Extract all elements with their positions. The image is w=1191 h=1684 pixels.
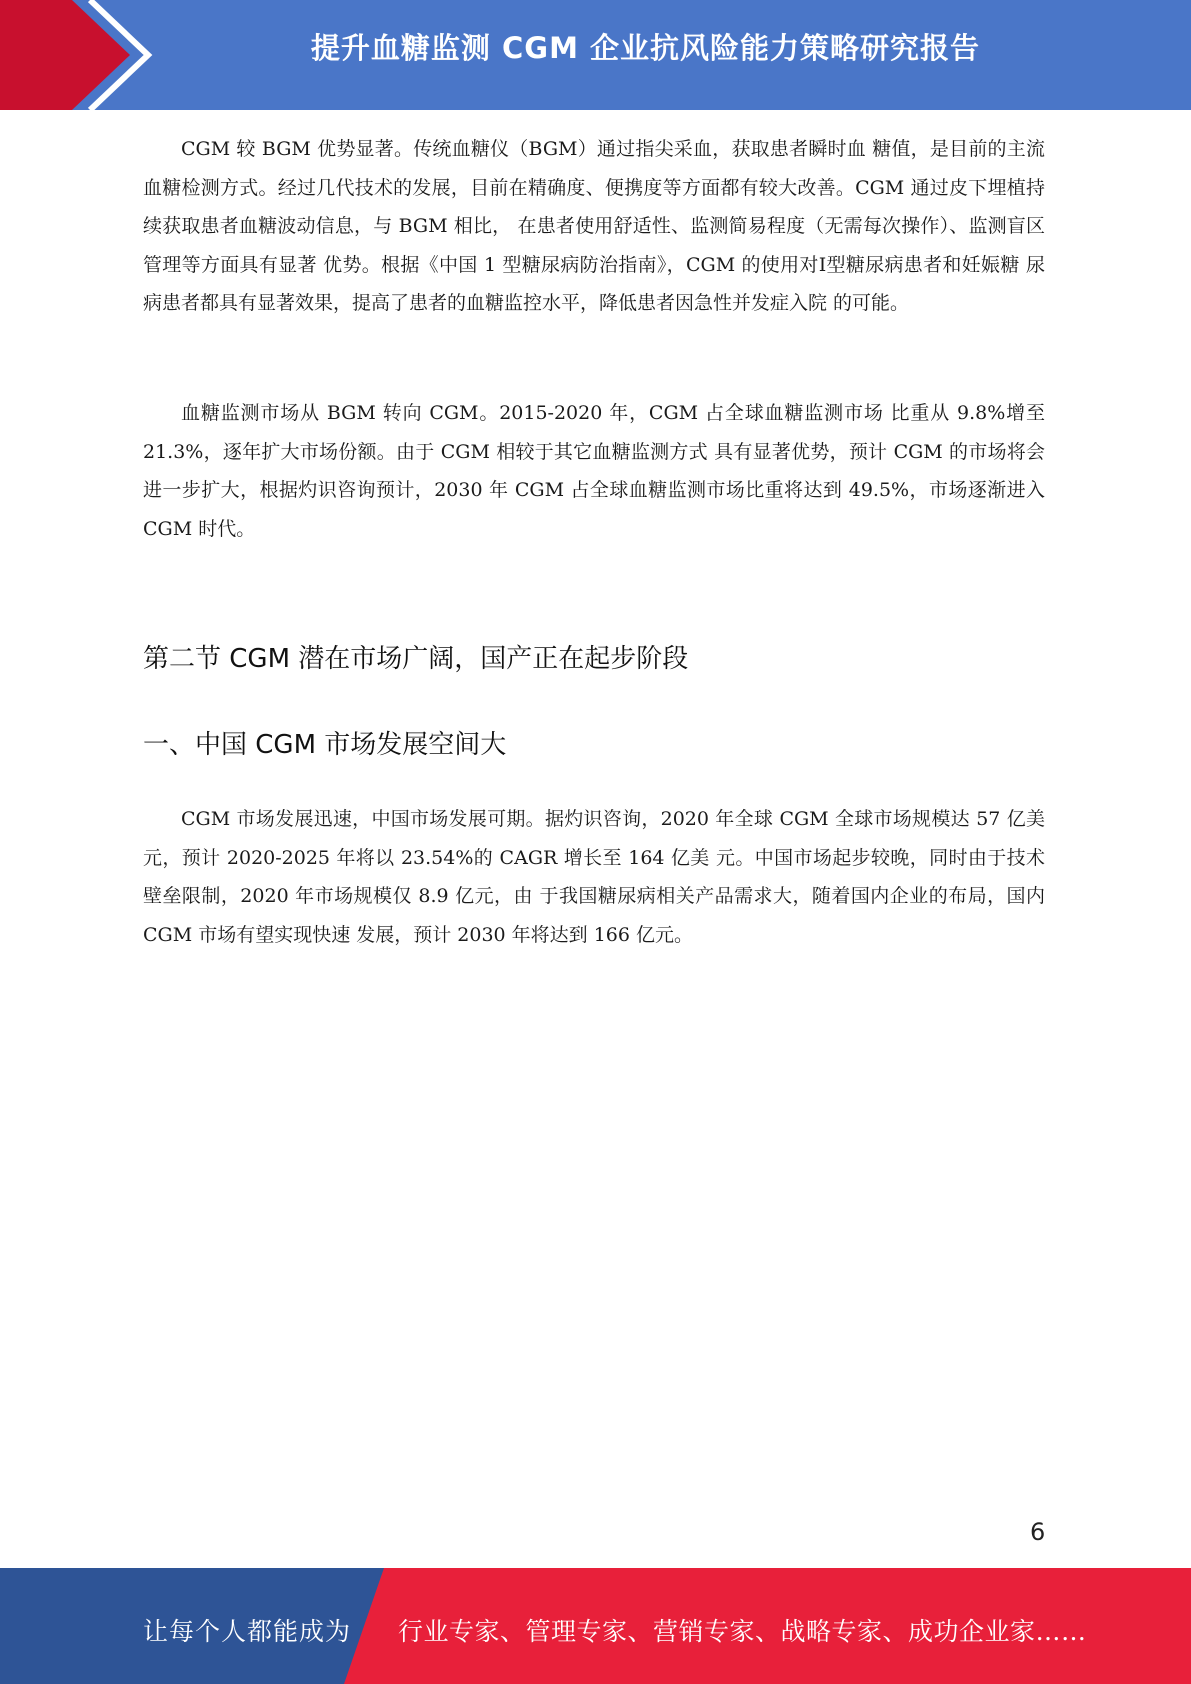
header-arrow-decoration bbox=[0, 0, 160, 110]
subsection-heading: 一、中国 CGM 市场发展空间大 bbox=[143, 730, 507, 760]
footer-slogan-left: 让每个人都能成为 bbox=[143, 1617, 352, 1646]
report-title: 提升血糖监测 CGM 企业抗风险能力策略研究报告 bbox=[310, 31, 981, 65]
page-number: 6 bbox=[1030, 1518, 1046, 1546]
section-heading: 第二节 CGM 潜在市场广阔，国产正在起步阶段 bbox=[143, 644, 689, 674]
page-header bbox=[0, 0, 1191, 110]
paragraph-cgm-vs-bgm: CGM 较 BGM 优势显著。传统血糖仪（BGM）通过指尖采血，获取患者瞬时血 糖值，是目前的主流血糖检测方式。经过几代技术的发展，目前在精确度、便携度等方面都有较大改善。CGM 通过皮下埋植持续获取患者血糖波动信息，与 BGM 相比， 在患者使用舒适性、监测简易程度（无需每次操作）、监测盲区管理等方面具有显著 优势。根据《中国 1 型糖尿病防治指南》，CGM 的使用对Ⅰ型糖尿病患者和妊娠糖 尿病患者都具有显著效果，提高了患者的血糖监控水平，降低患者因急性并发症入院 的可能。 bbox=[143, 138, 1045, 314]
footer-slogan-right: 行业专家、管理专家、营销专家、战略专家、成功企业家…… bbox=[398, 1617, 1087, 1646]
page-footer bbox=[0, 1568, 1191, 1684]
paragraph-market-shift: 血糖监测市场从 BGM 转向 CGM。2015-2020 年，CGM 占全球血糖监测市场 比重从 9.8%增至 21.3%，逐年扩大市场份额。由于 CGM 相较于其它血糖监测方式 具有显著优势，预计 CGM 的市场将会进一步扩大，根据灼识咨询预计，2030 年 CGM 占全球血糖监测市场比重将达到 49.5%，市场逐渐进入 CGM 时代。 bbox=[143, 402, 1045, 540]
paragraph-china-market: CGM 市场发展迅速，中国市场发展可期。据灼识咨询，2020 年全球 CGM 全球市场规模达 57 亿美元，预计 2020-2025 年将以 23.54%的 CAGR 增长至 164 亿美 元。中国市场起步较晚，同时由于技术壁垒限制，2020 年市场规模仅 8.9 亿元，由 于我国糖尿病相关产品需求大，随着国内企业的布局，国内 CGM 市场有望实现快速 发展，预计 2030 年将达到 166 亿元。 bbox=[143, 808, 1045, 946]
